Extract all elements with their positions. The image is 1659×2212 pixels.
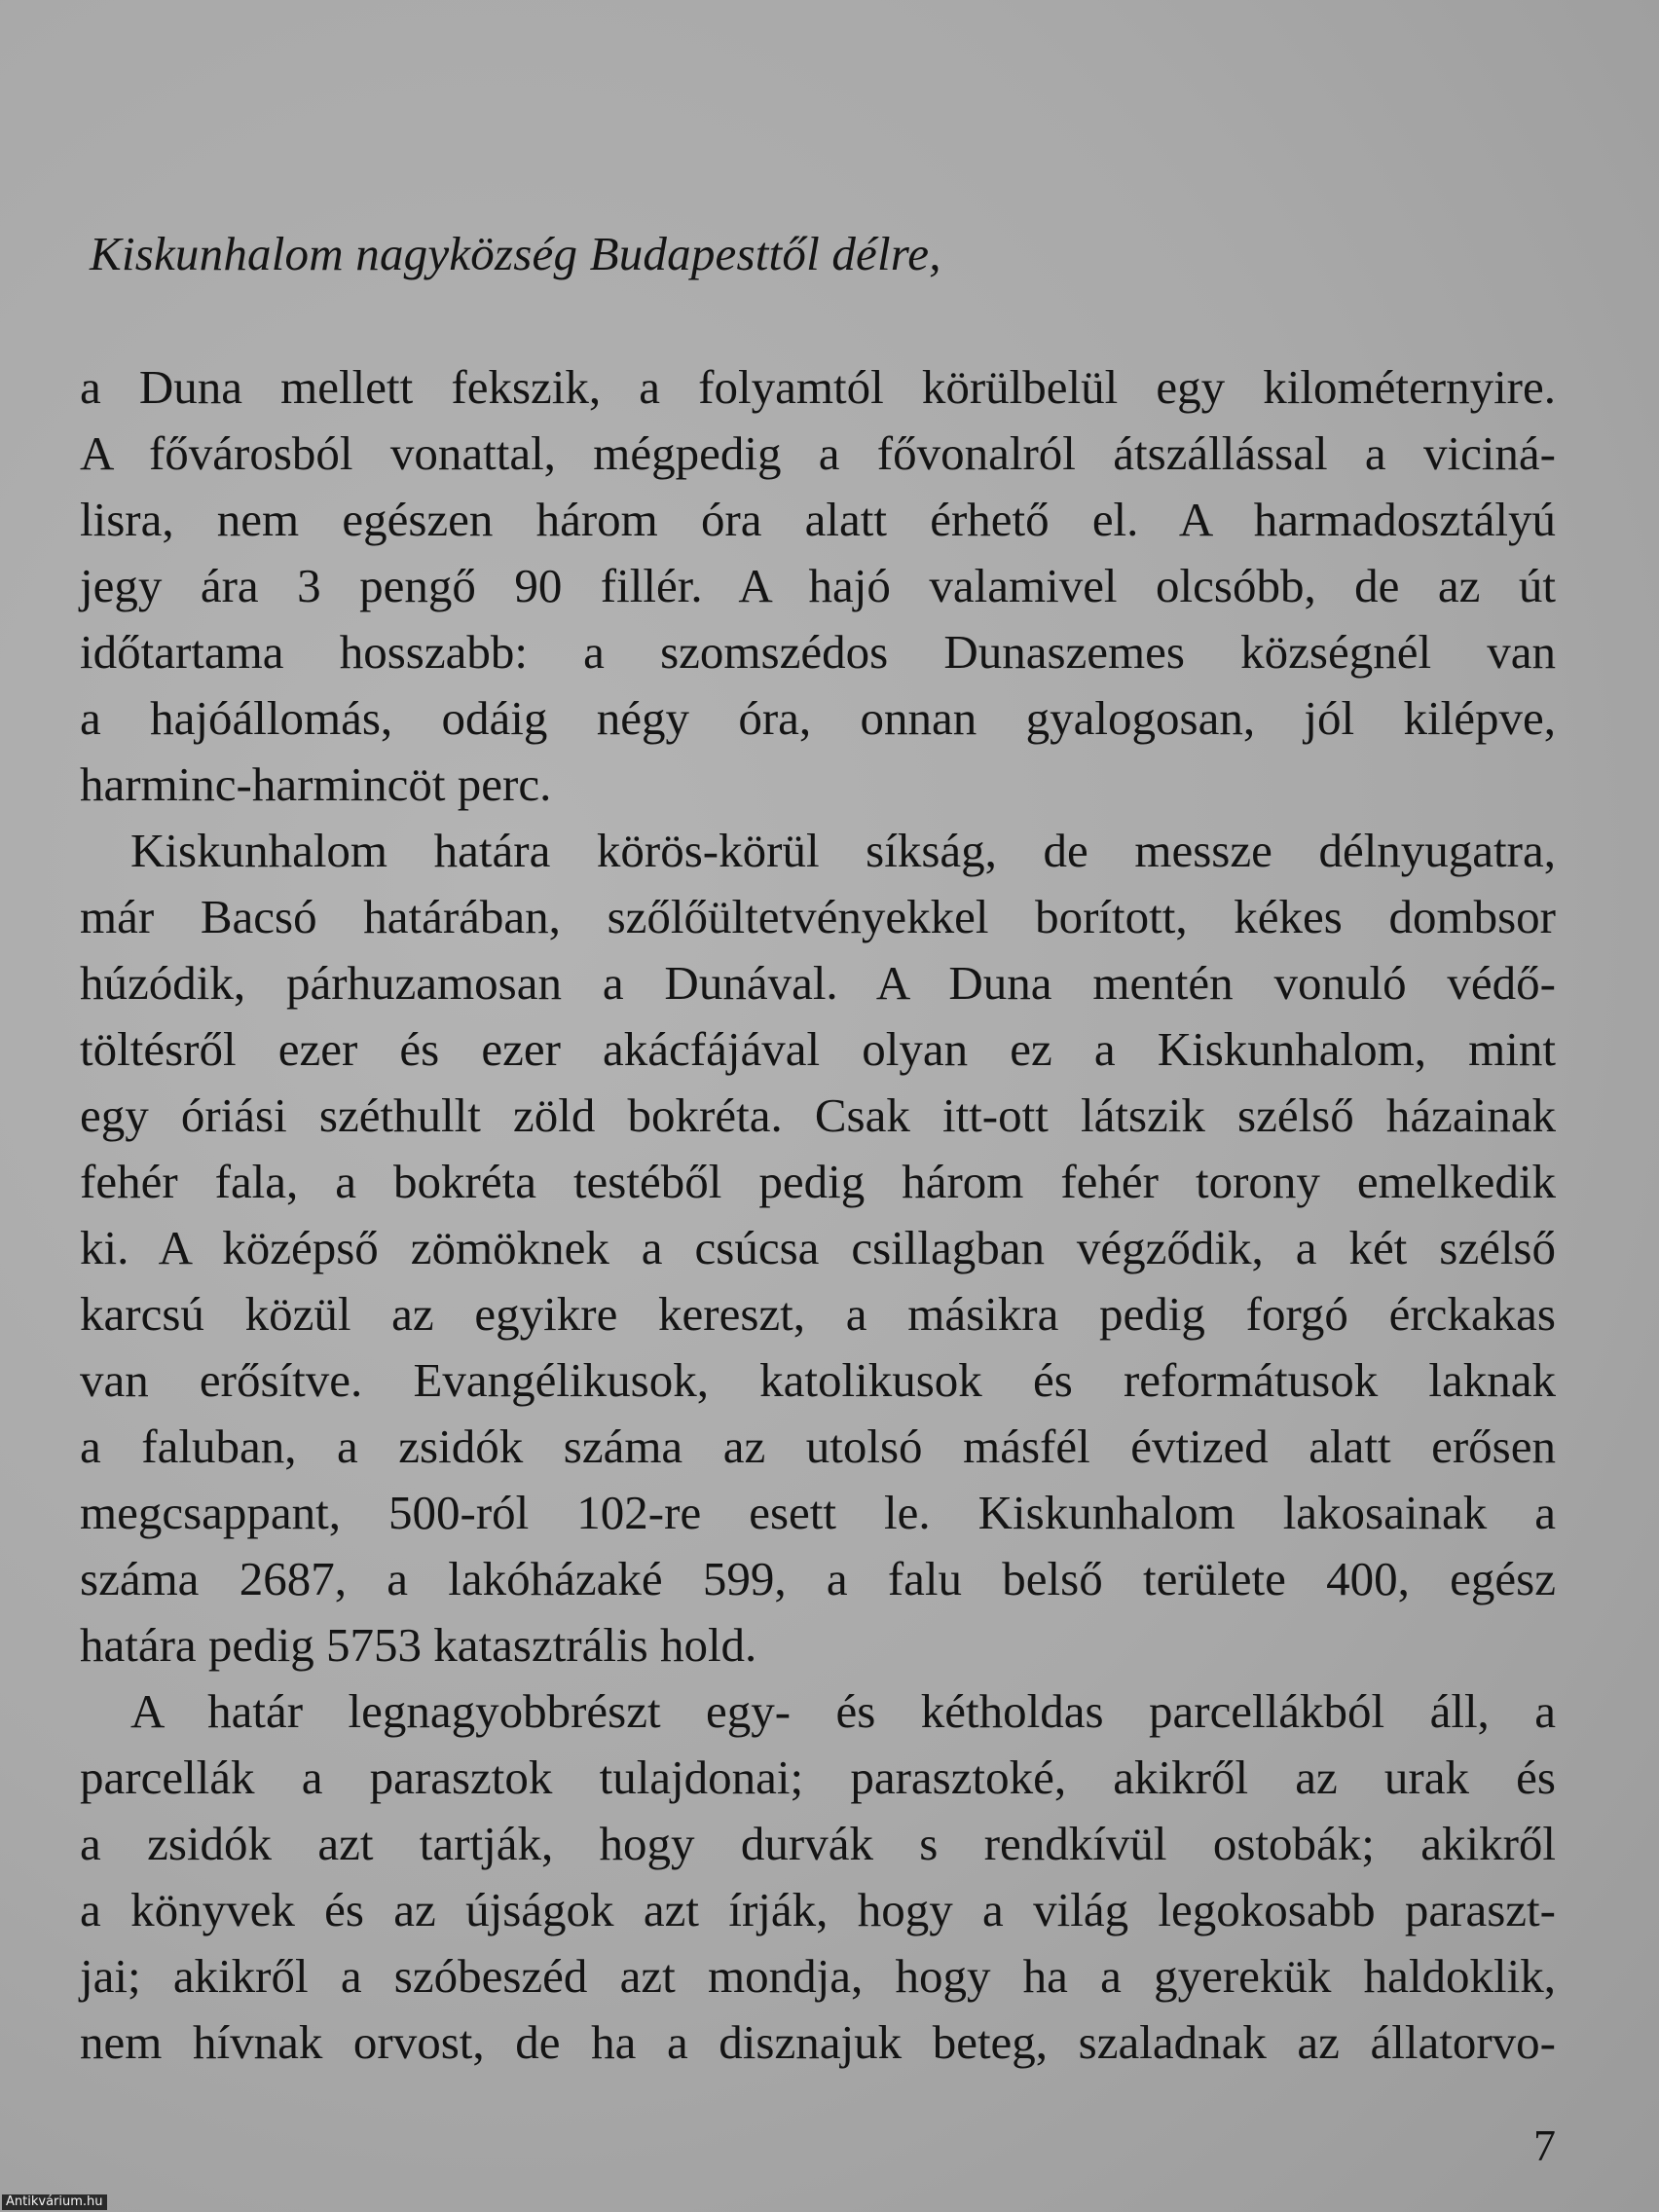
text-line: megcsappant, 500-ról 102-re esett le. Kiskunhalom lakosainak a [80, 1486, 1556, 1539]
text-line: ki. A középső zömöknek a csúcsa csillagban végződik, a két szélső [80, 1221, 1556, 1274]
text-line: A fővárosból vonattal, mégpedig a fővonalról átszállással a viciná- [80, 426, 1556, 480]
text-line: a Duna mellett fekszik, a folyamtól körülbelül egy kilométernyire. [80, 360, 1556, 414]
text-line: már Bacsó határában, szőlőültetvényekkel borított, kékes dombsor [80, 890, 1556, 943]
text-line: időtartama hosszabb: a szomszédos Dunaszemes községnél van [80, 625, 1556, 679]
text-line: száma 2687, a lakóházaké 599, a falu belső területe 400, egész [80, 1552, 1556, 1605]
text-line: nem hívnak orvost, de ha a disznajuk beteg, szaladnak az állatorvo- [80, 2015, 1556, 2069]
site-watermark: Antikvárium.hu [2, 2194, 107, 2210]
text-line: húzódik, párhuzamosan a Dunával. A Duna mentén vonuló védő- [80, 956, 1556, 1010]
page-number: 7 [1533, 2120, 1556, 2170]
text-line: egy óriási széthullt zöld bokréta. Csak itt-ott látszik szélső házainak [80, 1088, 1556, 1142]
body-text [80, 354, 1556, 2076]
text-line: van erősítve. Evangélikusok, katolikusok és reformátusok laknak [80, 1353, 1556, 1407]
text-line: a könyvek és az újságok azt írják, hogy a világ legokosabb paraszt- [80, 1883, 1556, 1936]
text-line: jai; akikről a szóbeszéd azt mondja, hogy ha a gyerekük haldoklik, [80, 1949, 1556, 2003]
text-line: töltésről ezer és ezer akácfájával olyan ez a Kiskunhalom, mint [80, 1022, 1556, 1076]
text-line: a faluban, a zsidók száma az utolsó másfél évtized alatt erősen [80, 1419, 1556, 1473]
text-line: A határ legnagyobbrészt egy- és kétholdas parcellákból áll, a [130, 1684, 1556, 1738]
text-line: fehér fala, a bokréta testéből pedig három fehér torony emelkedik [80, 1155, 1556, 1208]
text-line: a zsidók azt tartják, hogy durvák s rendkívül ostobák; akikről [80, 1817, 1556, 1870]
text-line: parcellák a parasztok tulajdonai; parasztoké, akikről az urak és [80, 1751, 1556, 1804]
text-line: jegy ára 3 pengő 90 fillér. A hajó valamivel olcsóbb, de az út [80, 559, 1556, 612]
text-line: a hajóállomás, odáig négy óra, onnan gyalogosan, jól kilépve, [80, 691, 1556, 745]
text-line: harminc-harmincöt perc. [80, 757, 552, 811]
text-line: lisra, nem egészen három óra alatt érhető el. A harmadosztályú [80, 493, 1556, 546]
text-line: határa pedig 5753 katasztrális hold. [80, 1618, 757, 1672]
chapter-opening-heading: Kiskunhalom nagyközség Budapesttől délre, [90, 227, 941, 280]
text-line: Kiskunhalom határa körös-körül síkság, de messze délnyugatra, [130, 824, 1556, 877]
text-line: karcsú közül az egyikre kereszt, a másikra pedig forgó érckakas [80, 1287, 1556, 1341]
